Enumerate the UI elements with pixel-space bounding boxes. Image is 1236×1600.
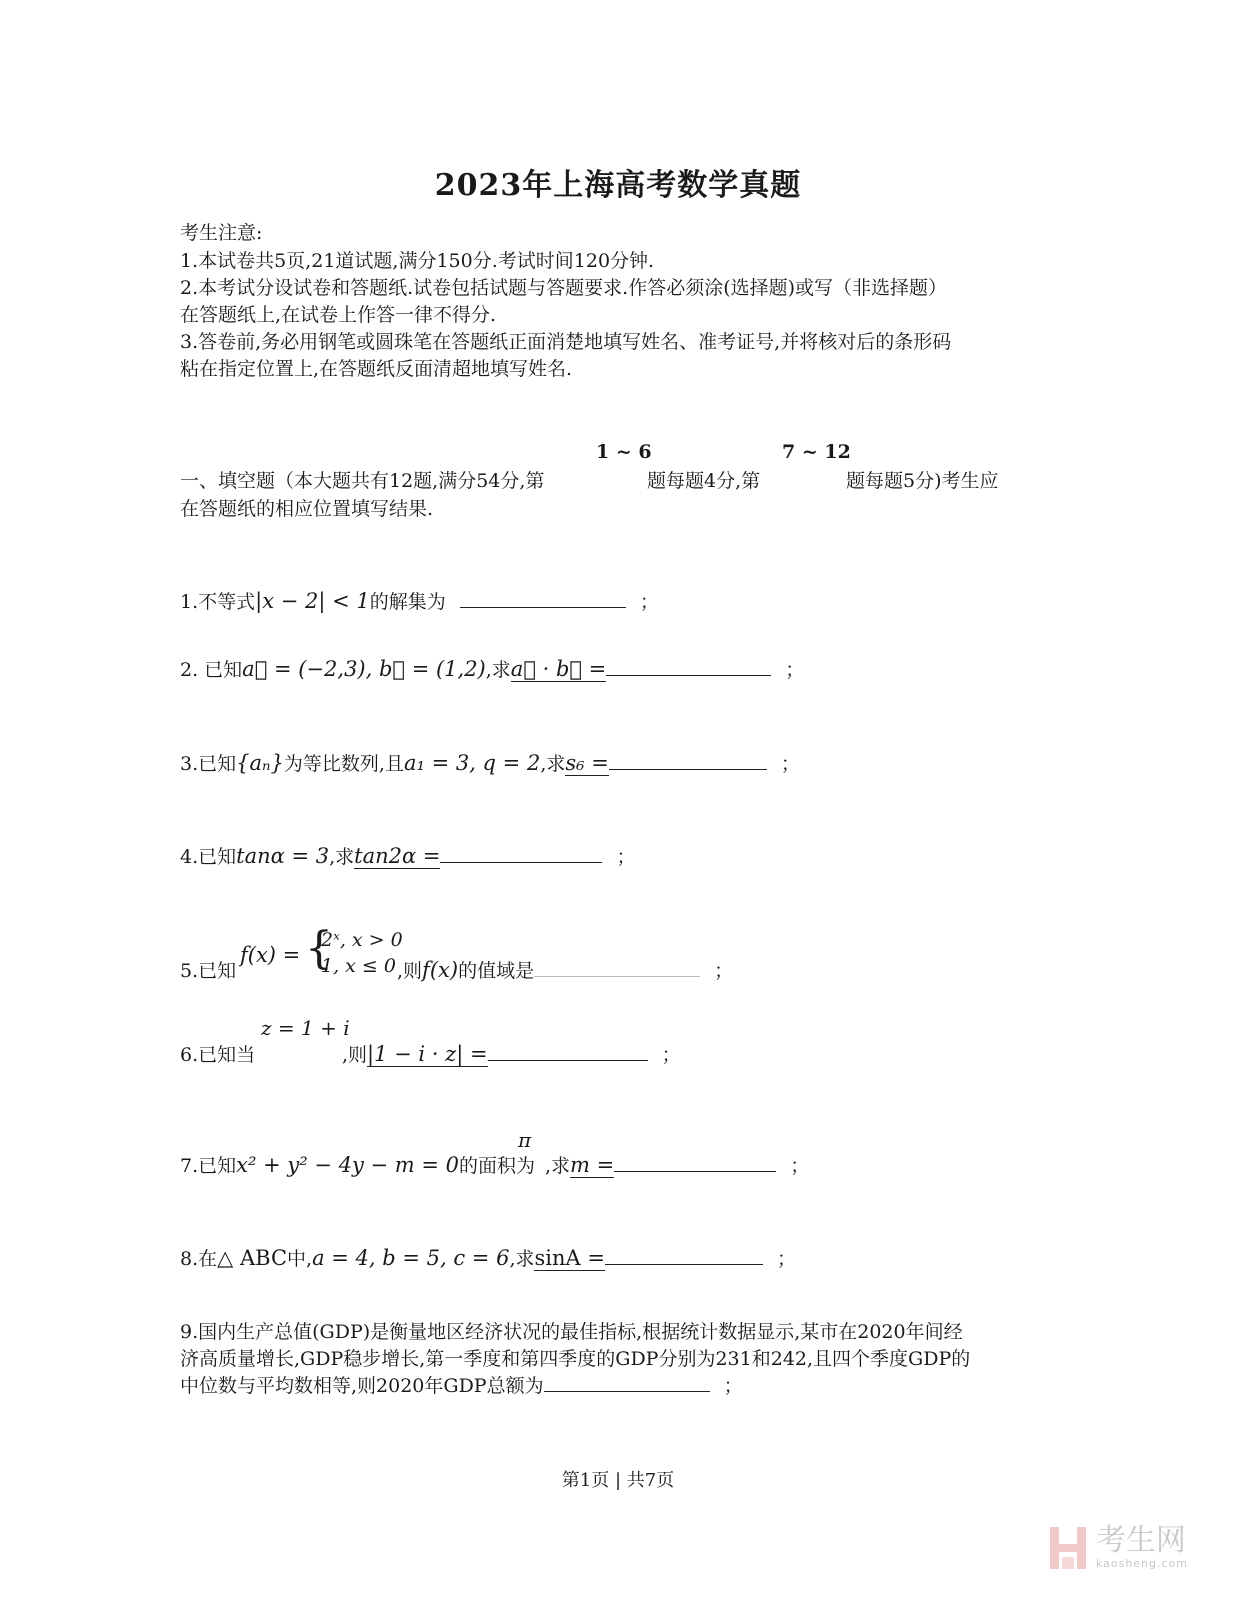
notice-line-2b: 在答题纸上,在试卷上作答一律不得分. [180, 304, 497, 326]
section-heading-part1: 一、填空题（本大题共有12题,满分54分,第 [180, 470, 545, 492]
q4-math-2: tan2α = [354, 844, 441, 868]
q8-semicolon: ； [776, 1248, 796, 1270]
q1-semicolon: ； [639, 591, 659, 613]
q2-mid: ,求 [485, 659, 511, 681]
q7-answer-blank [614, 1171, 776, 1172]
q5-function: f(x) = [240, 943, 301, 967]
question-7 [180, 1151, 809, 1178]
q6-answer-blank [488, 1060, 648, 1061]
q8-answer-blank [605, 1264, 763, 1265]
section-heading-line2: 在答题纸的相应位置填写结果. [180, 498, 434, 520]
question-6-label: 6.已知当 [180, 1044, 256, 1066]
notice-line-2a: 2.本考试分设试卷和答题纸.试卷包括试题与答题要求.作答必须涂(选择题)或写（非选择题） [180, 277, 948, 299]
section-heading-part2: 题每题4分,第 [647, 470, 761, 492]
q9-answer-blank [544, 1391, 710, 1392]
q8-math-2: a = 4, b = 5, c = 6 [312, 1246, 510, 1270]
q4-semicolon: ； [616, 846, 636, 868]
page-title: 2023年上海高考数学真题 [434, 168, 802, 203]
q5-mid: ,则 [397, 960, 423, 982]
q4-answer-blank [440, 862, 602, 863]
q5-rest [397, 956, 733, 983]
notice-line-3a: 3.答卷前,务必用钢笔或圆珠笔在答题纸正面消楚地填写姓名、准考证号,并将核对后的条形码 [180, 331, 952, 353]
q2-prefix: 2. 已知 [180, 659, 243, 681]
q1-prefix: 1.不等式 [180, 591, 256, 613]
notice-line-3b: 粘在指定位置上,在答题纸反面清超地填写姓名. [180, 358, 573, 380]
question-6 [342, 1040, 681, 1067]
q5-case-1: 2ˣ, x > 0 [321, 929, 403, 951]
q8-prefix: 8.在 [180, 1248, 218, 1270]
q6-semicolon: ； [661, 1044, 681, 1066]
section-range-1: 1 ~ 6 [596, 441, 652, 463]
q2-math: a⃗ = (−2,3), b⃗ = (1,2) [242, 657, 486, 681]
q3-semicolon: ； [780, 753, 800, 775]
watermark-text: 考生网 [1095, 1523, 1186, 1558]
q1-math: |x − 2| < 1 [255, 589, 370, 613]
section-heading-part3: 题每题5分)考生应 [846, 470, 999, 492]
q3-math-2: a₁ = 3, q = 2 [403, 751, 541, 775]
q4-math: tanα = 3 [236, 844, 330, 868]
q6-math: |1 − i · z| = [367, 1042, 488, 1066]
q8-mid-2: ,求 [509, 1248, 535, 1270]
q3-prefix: 3.已知 [180, 753, 237, 775]
q3-answer-blank [609, 769, 767, 770]
q5-case-2: 1, x ≤ 0 [321, 955, 396, 977]
watermark-subtext: kaosheng.com [1095, 1557, 1188, 1570]
watermark-logo-icon [1050, 1527, 1086, 1569]
q5-suffix: 的值域是 [458, 960, 535, 982]
q3-math-3: s₆ = [565, 751, 609, 775]
q9-semicolon: ； [723, 1375, 743, 1397]
q7-mid-2: ,求 [544, 1155, 571, 1177]
q2-math-2: a⃗ · b⃗ = [510, 657, 607, 681]
q8-math: △ ABC [217, 1246, 288, 1270]
q8-math-3: sinA = [534, 1246, 605, 1270]
question-8 [180, 1244, 796, 1271]
question-9-line-3 [180, 1371, 743, 1398]
q7-math: x² + y² − 4y − m = 0 [236, 1153, 459, 1177]
q5-brace: { [305, 923, 333, 974]
section-range-2: 7 ~ 12 [782, 441, 851, 463]
q9-line-1: 9.国内生产总值(GDP)是衡量地区经济状况的最佳指标,根据统计数据显示,某市在2020年间经 [180, 1321, 963, 1343]
q6-mid: ,则 [342, 1044, 368, 1066]
q2-semicolon: ； [785, 659, 805, 681]
question-1 [180, 587, 659, 614]
q4-prefix: 4.已知 [180, 846, 237, 868]
q3-math: {aₙ} [236, 751, 284, 775]
q8-mid: 中, [287, 1248, 313, 1270]
q1-suffix: 的解集为 [369, 591, 446, 613]
q6-condition: z = 1 + i [261, 1016, 350, 1040]
question-4 [180, 842, 635, 869]
q2-answer-blank [606, 675, 771, 676]
q9-line-3: 中位数与平均数相等,则2020年GDP总额为 [180, 1375, 544, 1397]
q7-prefix: 7.已知 [180, 1155, 237, 1177]
q5-semicolon: ； [714, 960, 734, 982]
page-footer: 第1页 | 共7页 [561, 1470, 675, 1491]
q7-pi: π [518, 1128, 532, 1152]
q1-answer-blank [460, 607, 626, 608]
notice-heading: 考生注意: [180, 222, 263, 244]
q7-mid: 的面积为 [458, 1155, 535, 1177]
q5-math-2: f(x) [422, 958, 459, 982]
question-3 [180, 749, 800, 776]
question-2 [180, 655, 804, 682]
notice-line-1: 1.本试卷共5页,21道试题,满分150分.考试时间120分钟. [180, 250, 655, 272]
watermark [1050, 1525, 1188, 1570]
q5-answer-blank [534, 976, 700, 977]
q3-mid-2: ,求 [540, 753, 566, 775]
q7-math-2: m = [570, 1153, 615, 1177]
q9-line-2: 济高质量增长,GDP稳步增长,第一季度和第四季度的GDP分别为231和242,且四个季度GDP的 [180, 1348, 971, 1370]
q4-mid: ,求 [329, 846, 355, 868]
question-5-label: 5.已知 [180, 960, 237, 982]
q7-semicolon: ； [790, 1155, 810, 1177]
q3-mid: 为等比数列,且 [283, 753, 404, 775]
